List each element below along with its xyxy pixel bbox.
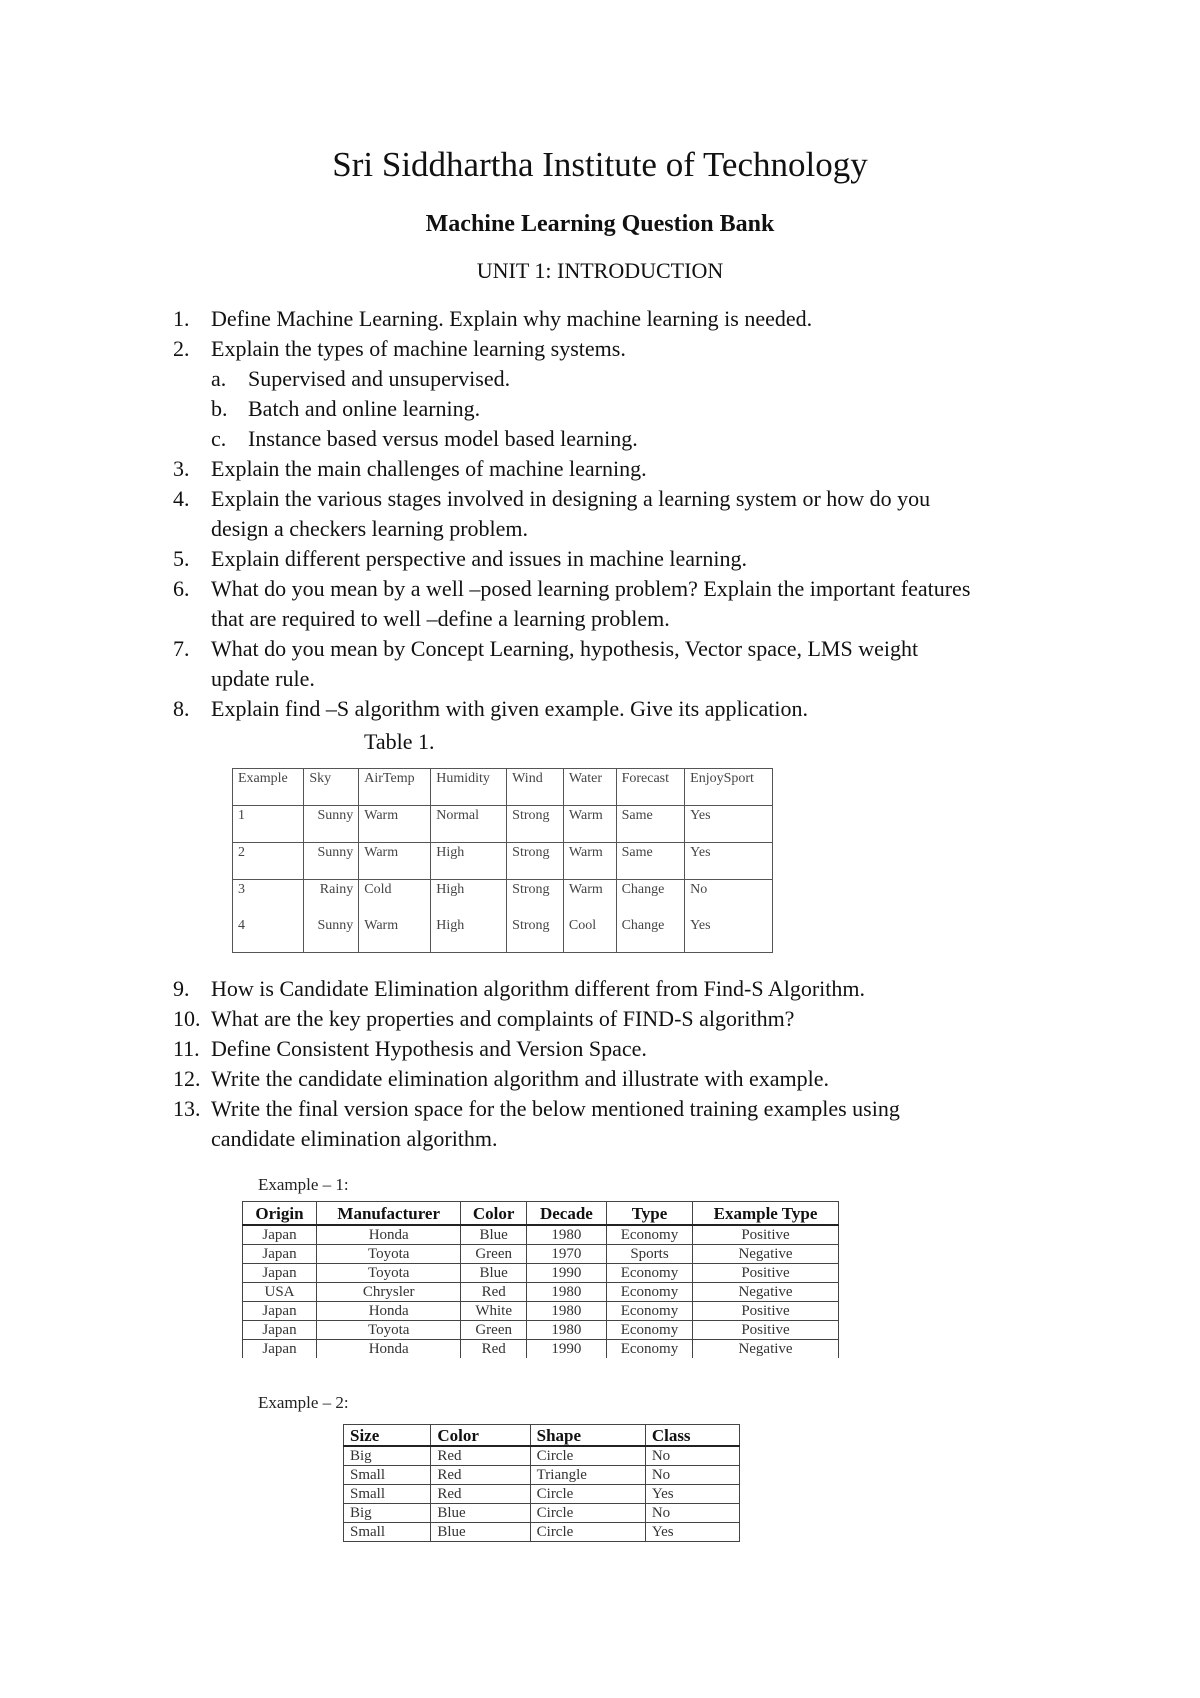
table-row: 4 Sunny Warm High Strong Cool Change Yes (233, 916, 773, 953)
table-row: Small Red Triangle No (344, 1466, 740, 1485)
institute-title: Sri Siddhartha Institute of Technology (332, 145, 868, 184)
table-row: Big Blue Circle No (344, 1504, 740, 1523)
table-row: Japan Honda Blue 1980 Economy Positive (243, 1225, 839, 1245)
unit-heading: UNIT 1: INTRODUCTION (476, 258, 724, 283)
document-page: Sri Siddhartha Institute of Technology Machine Learning Question Bank UNIT 1: INTRODUCTION 1. Define Machine Learning. Explain why machine learning is needed. 2. Explain the types of machine learning systems. a. Supervised and unsupervised. b. Batch and online learning. c. Instance based versus model based learning. 3. Explain the main challenges of machine learning. 4. Explain the various stages involved in designing a learning system or how do you design a checkers learning problem. 5. Explain different perspective and issues in machine learning. 6. What do you mean by a well –posed learning problem? Explain the important features that are required to well –define a learning problem. 7. What do you mean by Concept Learning, hypothesis, Vector space, LMS weight update rule. 8. Explain find –S algorithm with given example. Give its application. Table 1. Example Sky AirTemp Humidity Wind Water Forecast EnjoySport 1 Sunny Warm Normal Strong Warm Same Yes 2 Sunny Warm High Strong Warm Same Yes 3 Rainy Cold High Strong Warm Change No 4 Sunny Warm High Strong Cool Change Yes 9. How is Candidate Elimination algorithm different from Find-S Algorithm. 10. What are the key properties and complaints of FIND-S algorithm? 11. Define Consistent Hypothesis and Version Space. 12. Write the candidate elimination algorithm and illustrate with example. 13. Write the final version space for the below mentioned training examples using candidate elimination algorithm. Example – 1: Origin Manufacturer Color Decade Type Example Type Japan Honda Blue 1980 Economy Positive Japan Toyota Green 1970 Sports Negative Japan Toyota Blue 1990 Economy Positive USA Chrysler Red 1980 Economy Negative Japan Honda White 1980 Economy Positive Japan Toyota Green 1980 Economy Positive Japan Honda Red 1990 Economy Negative Example – 2: Size Color Shape Class Big Red Circle No Small Red Triangle No Small Red Circle Yes Big Blue Circle No Small Blue Circle Yes (0, 0, 1200, 1698)
table-header-cell: Wind (507, 769, 564, 806)
table-header-cell: Example (233, 769, 304, 806)
table1 (232, 768, 773, 953)
table-header-row: Size Color Shape Class (344, 1425, 740, 1447)
table-row: Japan Toyota Green 1970 Sports Negative (243, 1245, 839, 1264)
table-header-row (233, 769, 773, 806)
table-header-cell: Forecast (616, 769, 685, 806)
table-row: Small Blue Circle Yes (344, 1523, 740, 1542)
example1-table (242, 1201, 839, 1358)
table-row: Japan Honda White 1980 Economy Positive (243, 1302, 839, 1321)
table-header-cell: Sky (304, 769, 359, 806)
example2-table (343, 1424, 740, 1542)
example2-label: Example – 2: (258, 1393, 349, 1412)
table-row: 3 Rainy Cold High Strong Warm Change No (233, 880, 773, 917)
table-header-row: Origin Manufacturer Color Decade Type Example Type (243, 1202, 839, 1226)
table-row: Japan Toyota Blue 1990 Economy Positive (243, 1264, 839, 1283)
table-header-cell: AirTemp (359, 769, 431, 806)
table-row: Japan Toyota Green 1980 Economy Positive (243, 1321, 839, 1340)
table-header-cell: Water (563, 769, 616, 806)
table-row: 2 Sunny Warm High Strong Warm Same Yes (233, 843, 773, 880)
table1-caption: Table 1. (364, 729, 435, 754)
table-row: Japan Honda Red 1990 Economy Negative (243, 1340, 839, 1359)
table-row: USA Chrysler Red 1980 Economy Negative (243, 1283, 839, 1302)
table-row: 1 Sunny Warm Normal Strong Warm Same Yes (233, 806, 773, 843)
table-row: Small Red Circle Yes (344, 1485, 740, 1504)
example1-label: Example – 1: (258, 1175, 349, 1194)
table-header-cell: Humidity (431, 769, 507, 806)
question-bank-title: Machine Learning Question Bank (425, 211, 775, 237)
table-row: Big Red Circle No (344, 1446, 740, 1466)
table-header-cell: EnjoySport (685, 769, 773, 806)
